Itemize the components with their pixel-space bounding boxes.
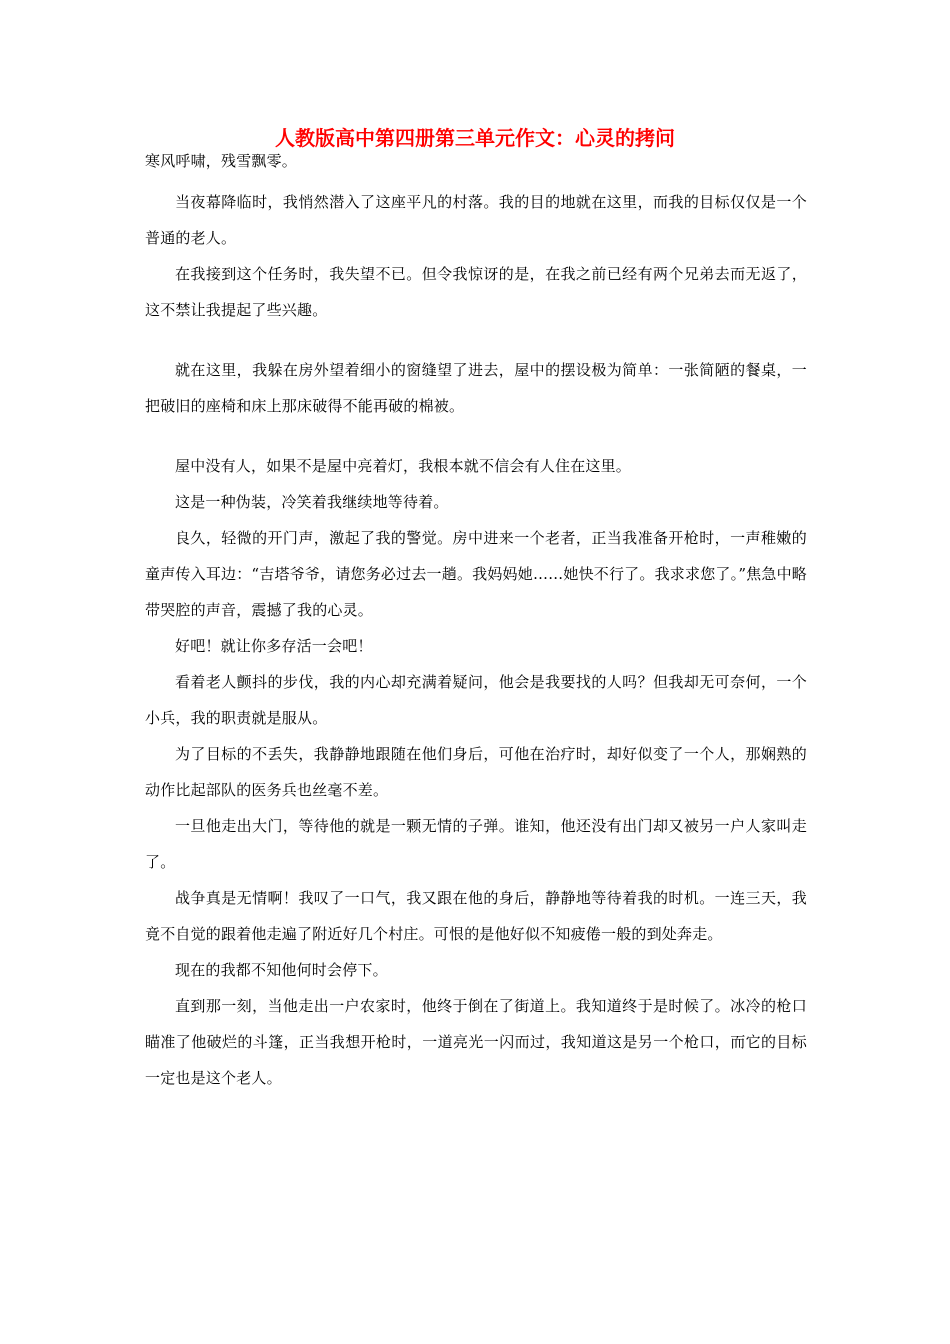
paragraph: 看着老人颤抖的步伐，我的内心却充满着疑问，他会是我要找的人吗？但我却无可奈何，一个小兵，我的职责就是服从。: [145, 673, 807, 727]
paragraph: 当夜幕降临时，我悄然潜入了这座平凡的村落。我的目的地就在这里，而我的目标仅仅是一个普通的老人。: [145, 193, 807, 247]
paragraph: 屋中没有人，如果不是屋中亮着灯，我根本就不信会有人住在这里。: [175, 457, 632, 475]
paragraph: 现在的我都不知他何时会停下。: [175, 961, 388, 979]
paragraph: 这是一种伪装，冷笑着我继续地等待着。: [175, 493, 449, 511]
paragraph: 良久，轻微的开门声，激起了我的警觉。房中进来一个老者，正当我准备开枪时，一声稚嫩的童声传入耳边：“吉塔爷爷，请您务必过去一趟。我妈妈她……她快不行了。我求求您了。”焦急中略带哭腔的声音，震撼了我的心灵。: [145, 529, 807, 619]
paragraph: 直到那一刻，当他走出一户农家时，他终于倒在了街道上。我知道终于是时候了。冰冷的枪口瞄准了他破烂的斗篷，正当我想开枪时，一道亮光一闪而过，我知道这是另一个枪口，而它的目标一定也是这个老人。: [145, 997, 807, 1087]
paragraph: 好吧！就让你多存活一会吧！: [175, 637, 373, 655]
paragraph: 就在这里，我躲在房外望着细小的窗缝望了进去，屋中的摆设极为简单：一张简陋的餐桌，一把破旧的座椅和床上那床破得不能再破的棉被。: [145, 361, 807, 415]
paragraph: 一旦他走出大门，等待他的就是一颗无情的子弹。谁知，他还没有出门却又被另一户人家叫走了。: [145, 817, 807, 871]
document-title: 人教版高中第四册第三单元作文：心灵的拷问: [275, 126, 675, 150]
paragraph: 在我接到这个任务时，我失望不已。但令我惊讶的是，在我之前已经有两个兄弟去而无返了，这不禁让我提起了些兴趣。: [145, 265, 807, 319]
paragraph: 为了目标的不丢失，我静静地跟随在他们身后，可他在治疗时，却好似变了一个人，那娴熟的动作比起部队的医务兵也丝毫不差。: [145, 745, 807, 799]
paragraph: 战争真是无情啊！我叹了一口气，我又跟在他的身后，静静地等待着我的时机。一连三天，我竟不自觉的跟着他走遍了附近好几个村庄。可恨的是他好似不知疲倦一般的到处奔走。: [145, 889, 807, 943]
paragraph: 寒风呼啸，残雪飘零。: [145, 152, 298, 170]
document-body: [145, 150, 807, 1096]
